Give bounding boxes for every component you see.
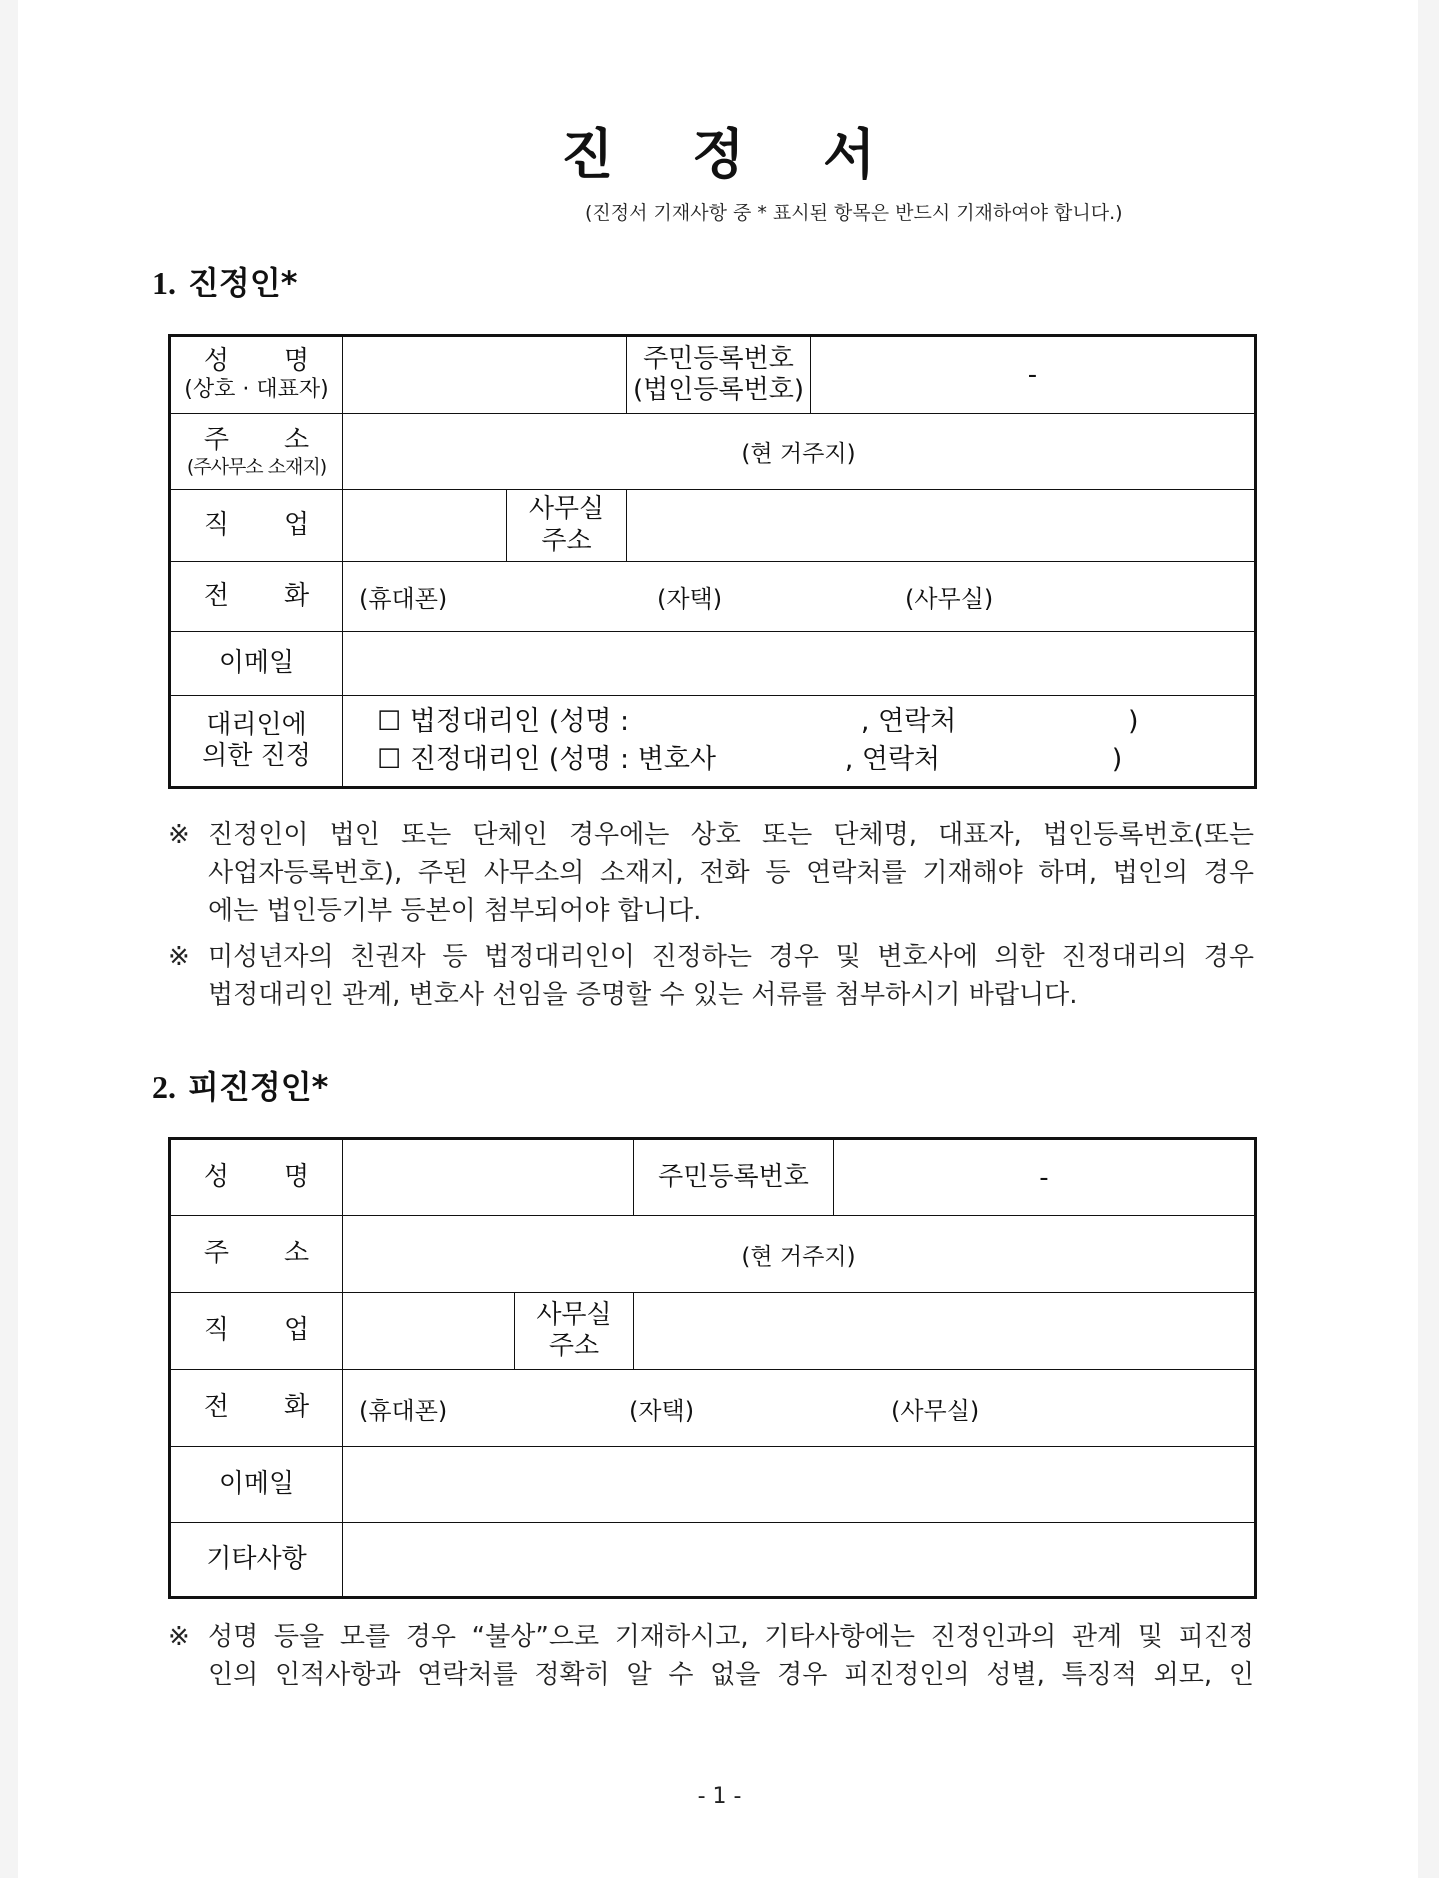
note-item: ※ 진정인이 법인 또는 단체인 경우에는 상호 또는 단체명, 대표자, 법인등록번호(또는 사업자등록번호), 주된 사무소의 소재지, 전화 등 연락처를 기재해야 하며, 법인의 경우 에는 법인등기부 등본이 첨부되어야 합니다.	[168, 820, 1254, 926]
document-subtitle: (진정서 기재사항 중 * 표시된 항목은 반드시 기재하여야 합니다.)	[585, 202, 1123, 224]
note-item: ※ 성명 등을 모를 경우 “불상”으로 기재하시고, 기타사항에는 진정인과의 관계 및 피진정 인의 인적사항과 연락처를 정확히 알 수 없을 경우 피진정인의 성별, 특징적 외모, 인	[168, 1622, 1254, 1690]
complainant-job-field[interactable]	[343, 490, 507, 562]
complainant-name-field[interactable]	[343, 336, 627, 414]
phone-label-cell: 전 화	[170, 1370, 343, 1447]
document-title	[0, 112, 1439, 189]
phone-label-cell: 전 화	[170, 562, 343, 632]
page-number: - 1 -	[697, 1784, 742, 1809]
address-label-cell: 주 소 (주사무소 소재지)	[170, 414, 343, 490]
section2-heading	[152, 1062, 328, 1108]
office-address-label-cell: 사무실 주소	[507, 490, 627, 562]
legal-agent-checkbox[interactable]: ☐ 법정대리인 (성명 : , 연락처 )	[377, 706, 1139, 737]
rrn-label-cell: 주민등록번호	[634, 1139, 834, 1216]
title-char: 진	[561, 123, 617, 186]
mobile-label: (휴대폰)	[359, 585, 448, 613]
mobile-label: (휴대폰)	[359, 1396, 448, 1425]
respondent-table	[168, 1137, 1257, 1599]
office-phone-label: (사무실)	[905, 585, 994, 613]
office-address-label-cell: 사무실 주소	[515, 1293, 634, 1370]
job-label-cell: 직 업	[170, 1293, 343, 1370]
title-char: 정	[692, 123, 747, 186]
section1-heading	[152, 258, 297, 304]
respondent-office-address-field[interactable]	[634, 1293, 1256, 1370]
complainant-phone-field[interactable]	[343, 562, 1256, 632]
name-label-cell: 성 명	[170, 1139, 343, 1216]
email-label-cell: 이메일	[170, 632, 343, 696]
name-label-cell: 성 명 (상호 · 대표자)	[170, 336, 343, 414]
complainant-email-field[interactable]	[343, 632, 1256, 696]
respondent-address-field[interactable]: (현 거주지)	[343, 1216, 1256, 1293]
title-char: 서	[822, 123, 878, 186]
section1-number: 1.	[152, 265, 176, 301]
note-item: ※ 미성년자의 친권자 등 법정대리인이 진정하는 경우 및 변호사에 의한 진정대리의 경우 법정대리인 관계, 변호사 선임을 증명할 수 있는 서류를 첨부하시기 바랍니다.	[168, 942, 1254, 1010]
attorney-agent-checkbox[interactable]: ☐ 진정대리인 (성명 : 변호사 , 연락처 )	[377, 744, 1123, 775]
agent-label-cell: 대리인에 의한 진정	[170, 696, 343, 788]
respondent-etc-field[interactable]	[343, 1523, 1256, 1598]
etc-label-cell: 기타사항	[170, 1523, 343, 1598]
complainant-address-field[interactable]: (현 거주지)	[343, 414, 1256, 490]
section1-title: 진정인*	[188, 264, 298, 302]
job-label-cell: 직 업	[170, 490, 343, 562]
respondent-email-field[interactable]	[343, 1447, 1256, 1523]
complainant-table	[168, 334, 1257, 789]
office-phone-label: (사무실)	[891, 1396, 980, 1425]
respondent-job-field[interactable]	[343, 1293, 515, 1370]
home-label: (자택)	[629, 1396, 695, 1425]
section2-notes	[168, 1618, 1254, 1702]
respondent-name-field[interactable]	[343, 1139, 634, 1216]
email-label-cell: 이메일	[170, 1447, 343, 1523]
agent-field	[343, 696, 1256, 788]
complainant-rrn-field[interactable]: -	[811, 336, 1256, 414]
address-label-cell: 주 소	[170, 1216, 343, 1293]
complainant-office-address-field[interactable]	[627, 490, 1256, 562]
section2-number: 2.	[152, 1069, 176, 1105]
section1-notes	[168, 816, 1254, 1022]
respondent-phone-field[interactable]	[343, 1370, 1256, 1447]
section2-title: 피진정인*	[188, 1068, 329, 1106]
respondent-rrn-field[interactable]: -	[834, 1139, 1256, 1216]
rrn-label-cell: 주민등록번호 (법인등록번호)	[627, 336, 811, 414]
home-label: (자택)	[657, 585, 723, 613]
